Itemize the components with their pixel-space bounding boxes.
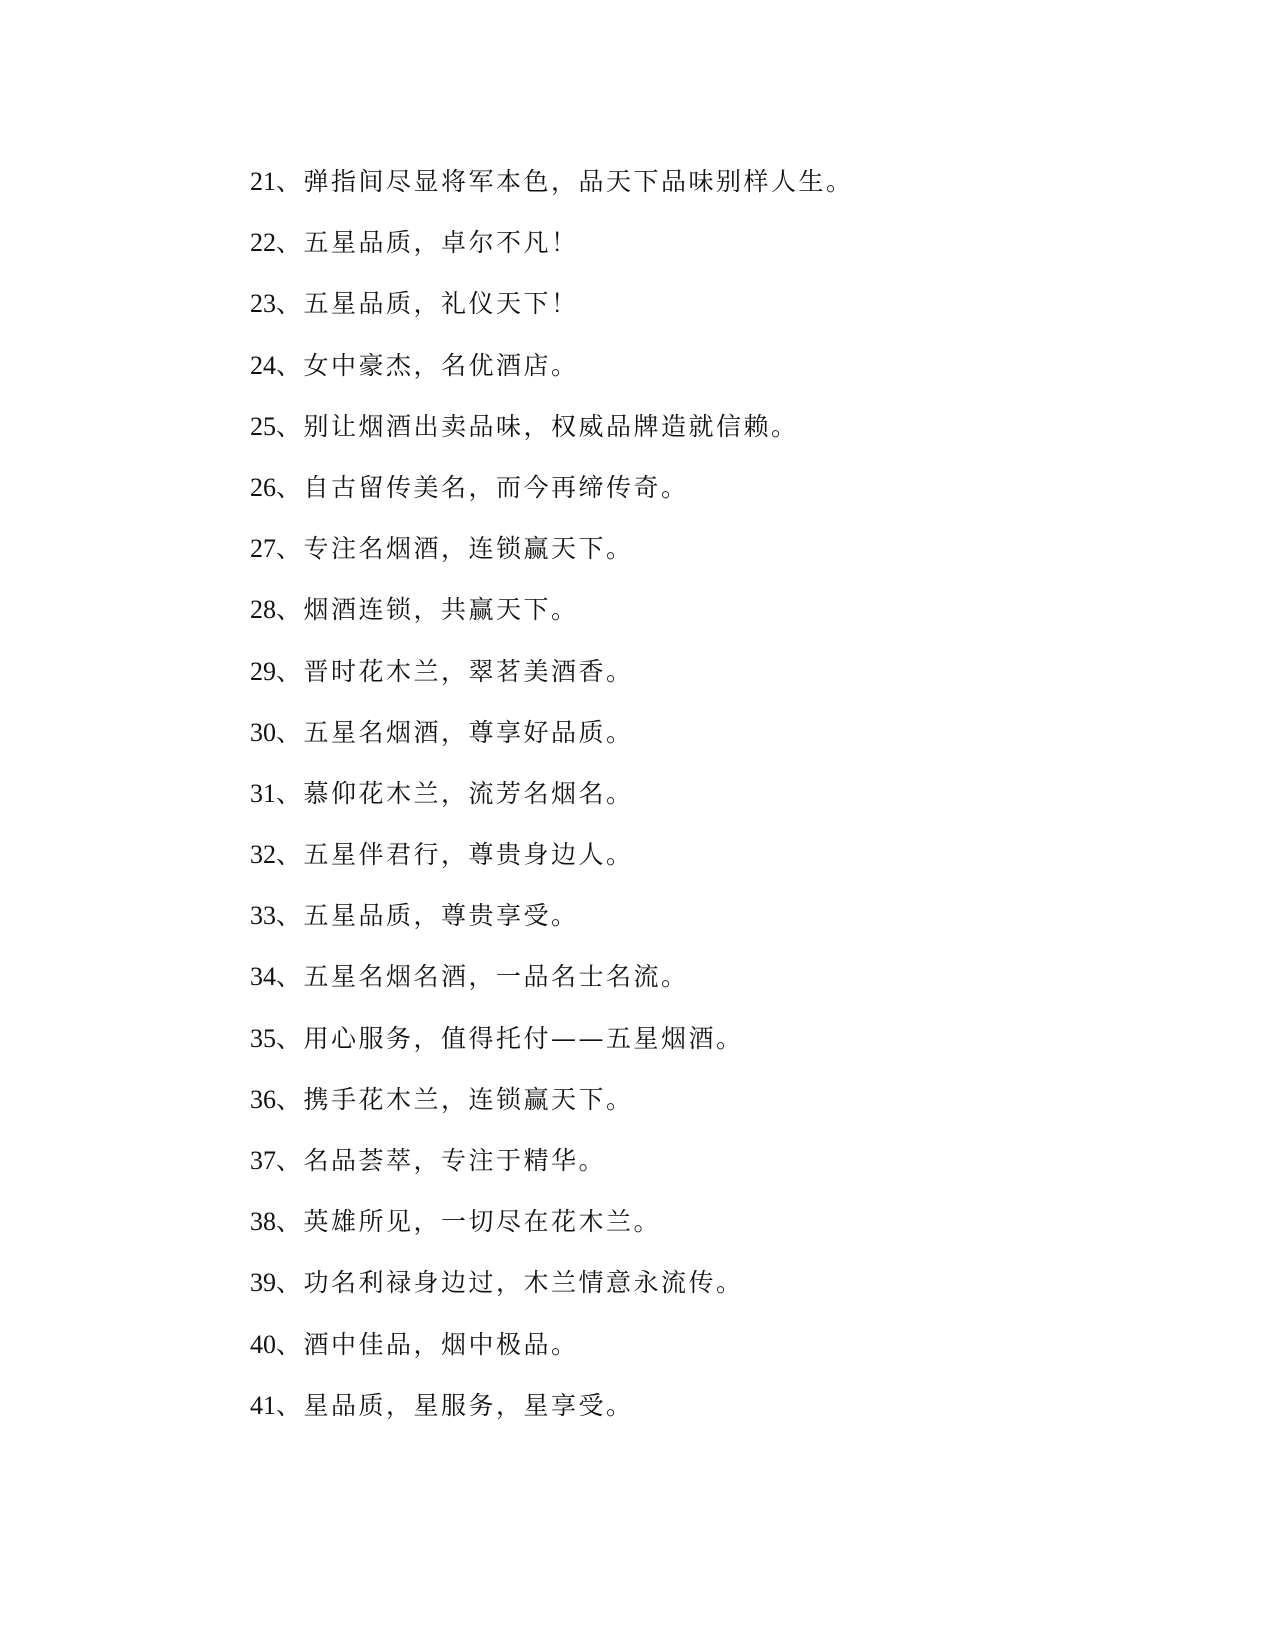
- item-text: 、烟酒连锁，共赢天下。: [276, 595, 579, 625]
- item-number: 36: [250, 1084, 276, 1114]
- item-text: 、功名利禄身边过，木兰情意永流传。: [276, 1268, 744, 1298]
- item-number: 28: [250, 595, 276, 625]
- item-number: 34: [250, 962, 276, 992]
- list-item: [250, 896, 854, 957]
- item-text: 、五星品质，礼仪天下！: [276, 289, 579, 319]
- item-text: 、名品荟萃，专注于精华。: [276, 1146, 607, 1175]
- list-item: [250, 1019, 854, 1080]
- item-text: 、弹指间尽显将军本色，品天下品味别样人生。: [276, 167, 854, 196]
- list-item: [250, 529, 854, 590]
- item-number: 25: [250, 411, 276, 441]
- item-number: 31: [250, 778, 276, 808]
- list-item: [250, 713, 854, 774]
- item-text: 、星品质，星服务，星享受。: [276, 1390, 634, 1420]
- list-item: [250, 468, 854, 529]
- item-text: 、五星名烟酒，尊享好品质。: [276, 717, 634, 747]
- list-item: [250, 957, 854, 1018]
- slogan-list: [250, 162, 854, 1447]
- list-item: [250, 162, 854, 223]
- item-number: 39: [250, 1268, 276, 1298]
- item-number: 33: [250, 901, 276, 931]
- list-item: [250, 1386, 854, 1447]
- item-text: 、携手花木兰，连锁赢天下。: [276, 1084, 634, 1114]
- list-item: [250, 652, 854, 713]
- item-text: 、英雄所见，一切尽在花木兰。: [276, 1207, 662, 1237]
- list-item: [250, 1263, 854, 1324]
- item-number: 26: [250, 472, 276, 502]
- list-item: [250, 1202, 854, 1263]
- list-item: [250, 284, 854, 345]
- list-item: [250, 1325, 854, 1386]
- list-item: [250, 407, 854, 468]
- list-item: [250, 835, 854, 896]
- item-text: 、五星品质，尊贵享受。: [276, 901, 579, 931]
- item-text: 、酒中佳品，烟中极品。: [276, 1329, 579, 1359]
- item-text: 、五星名烟名酒，一品名士名流。: [276, 962, 689, 992]
- list-item: [250, 590, 854, 651]
- item-number: 41: [250, 1390, 276, 1420]
- list-item: [250, 1141, 854, 1202]
- item-text: 、用心服务，值得托付——五星烟酒。: [276, 1023, 744, 1053]
- list-item: [250, 223, 854, 284]
- item-number: 21: [250, 167, 276, 196]
- item-number: 30: [250, 717, 276, 747]
- list-item: [250, 774, 854, 835]
- item-number: 27: [250, 534, 276, 564]
- item-number: 37: [250, 1146, 276, 1175]
- item-text: 、慕仰花木兰，流芳名烟名。: [276, 778, 634, 808]
- item-number: 29: [250, 656, 276, 686]
- item-number: 23: [250, 289, 276, 319]
- item-text: 、五星品质，卓尔不凡！: [276, 228, 579, 258]
- item-number: 32: [250, 840, 276, 870]
- item-text: 、晋时花木兰，翠茗美酒香。: [276, 656, 634, 686]
- item-text: 、专注名烟酒，连锁赢天下。: [276, 534, 634, 564]
- item-text: 、别让烟酒出卖品味，权威品牌造就信赖。: [276, 411, 799, 441]
- item-number: 22: [250, 228, 276, 258]
- item-text: 、女中豪杰，名优酒店。: [276, 350, 579, 380]
- item-text: 、五星伴君行，尊贵身边人。: [276, 840, 634, 870]
- item-number: 35: [250, 1023, 276, 1053]
- item-number: 40: [250, 1329, 276, 1359]
- list-item: [250, 346, 854, 407]
- item-number: 38: [250, 1207, 276, 1237]
- item-text: 、自古留传美名，而今再缔传奇。: [276, 472, 689, 502]
- list-item: [250, 1080, 854, 1141]
- item-number: 24: [250, 350, 276, 380]
